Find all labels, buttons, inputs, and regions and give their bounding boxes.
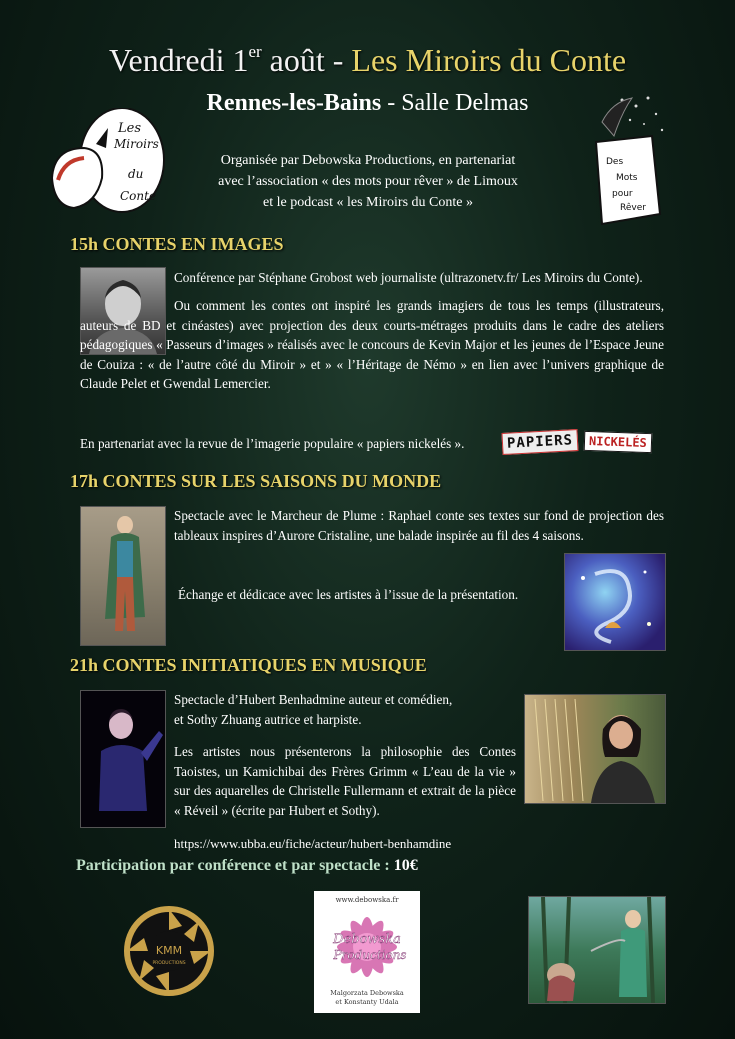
price-amount: 10€ <box>393 857 418 874</box>
section-3-description: Les artistes nous présenterons la philosophie des Contes Taoistes, un Kamichibai des Frères Grimm « L’eau de la vie » sur des aquarelles de Christelle Fullermann et extrait de la pièce « Réveil » (écrite par Hubert et Sothy). <box>174 744 516 818</box>
section-1-partner-text: En partenariat avec la revue de l’imagerie populaire « papiers nickelés ». <box>80 436 465 451</box>
title-event: Les Miroirs du Conte <box>351 42 627 78</box>
section-1-title: 15h CONTES EN IMAGES <box>70 234 284 254</box>
debowska-url: www.debowska.fr <box>335 896 399 904</box>
logo-right-line4: Rêver <box>620 203 646 213</box>
participation-price <box>76 857 418 875</box>
kmm-text: KMM <box>155 944 183 957</box>
performer-photo-sothy <box>524 694 666 804</box>
papiers-nickeles-logo <box>502 428 672 456</box>
title-day: Vendredi 1 <box>108 42 249 78</box>
organizer-text <box>168 150 568 213</box>
section-3-intro-line1: Spectacle d’Hubert Benhadmine auteur et comédien, <box>174 692 453 707</box>
section-3-title: 21h CONTES INITIATIQUES EN MUSIQUE <box>70 655 427 675</box>
painting-aurore-cristaline <box>564 553 666 651</box>
debowska-people-2: et Konstanty Udala <box>335 998 399 1006</box>
title-sup: er <box>248 42 262 61</box>
org-line-2: avec l’association « des mots pour rêver » de Limoux <box>218 174 518 189</box>
price-label: Participation par conférence et par spectacle : <box>76 857 394 874</box>
des-mots-pour-rever-logo <box>592 92 672 226</box>
logo-left-line4: Conte <box>120 189 157 203</box>
title-month: août - <box>261 42 352 78</box>
section-2-title: 17h CONTES SUR LES SAISONS DU MONDE <box>70 471 442 491</box>
nickeles-badge: NICKELÉS <box>584 431 652 453</box>
debowska-productions-logo <box>314 891 420 1013</box>
section-1-intro: Conférence par Stéphane Grobost web journaliste (ultrazonetv.fr/ Les Miroirs du Conte). <box>174 270 643 285</box>
section-3-intro <box>174 690 514 729</box>
logo-left-line2: Miroirs <box>114 137 159 151</box>
debowska-people-1: Malgorzata Debowska <box>330 989 404 997</box>
location-city: Rennes-les-Bains <box>206 90 382 116</box>
location-venue: Salle Delmas <box>401 90 529 116</box>
org-line-3: et le podcast « les Miroirs du Conte » <box>263 195 473 210</box>
logo-right-line3: pour <box>612 189 633 199</box>
section-1-description <box>80 296 664 394</box>
papiers-badge: PAPIERS <box>501 429 578 455</box>
performer-photo-raphael <box>80 506 166 646</box>
logo-left-line1: Les <box>118 121 141 136</box>
kmm-subtext: PRODUCTIONS <box>152 961 186 966</box>
section-2-description: Spectacle avec le Marcheur de Plume : Raphael conte ses textes sur fond de projection des tableaux inspires d’Aurore Cristaline, une balade inspirée au fil des 4 saisons. <box>174 508 664 543</box>
logo-right-line1: Des <box>606 157 624 167</box>
performer-photo-hubert <box>80 690 166 828</box>
debowska-name-1: Debowska <box>333 932 401 947</box>
logo-right-line2: Mots <box>616 173 638 183</box>
section-2-signing: Échange et dédicace avec les artistes à l’issue de la présentation. <box>178 587 519 602</box>
section-3-intro-line2: et Sothy Zhuang autrice et harpiste. <box>174 711 362 727</box>
illustration-fairy-tale <box>528 896 666 1004</box>
kmm-productions-logo <box>124 906 214 996</box>
org-line-1: Organisée par Debowska Productions, en partenariat <box>220 153 516 168</box>
section-1-description-text: Ou comment les contes ont inspiré les grands imagiers de tous les temps (illustrateurs, auteurs de BD et cinéastes) avec projection des deux courts-métrages produits dans le cadre des ateliers pédagogiques « Passeurs d’images » réalisés avec le concours de Kevin Major et les jeunes de l’Espace Jeune de Couiza : « de l’autre côté du Miroir » et » « l’Héritage de Némo » en lien avec l’univers graphique de Claude Pelet et Gwendal Lemercier. <box>80 298 664 392</box>
location-sep: - <box>381 90 402 116</box>
artist-website-link[interactable]: https://www.ubba.eu/fiche/acteur/hubert-benhamdine <box>174 836 452 851</box>
logo-left-line3: du <box>128 167 144 181</box>
debowska-name-2: Productions <box>333 948 407 962</box>
miroirs-du-conte-logo <box>44 108 168 220</box>
event-title <box>0 40 735 80</box>
